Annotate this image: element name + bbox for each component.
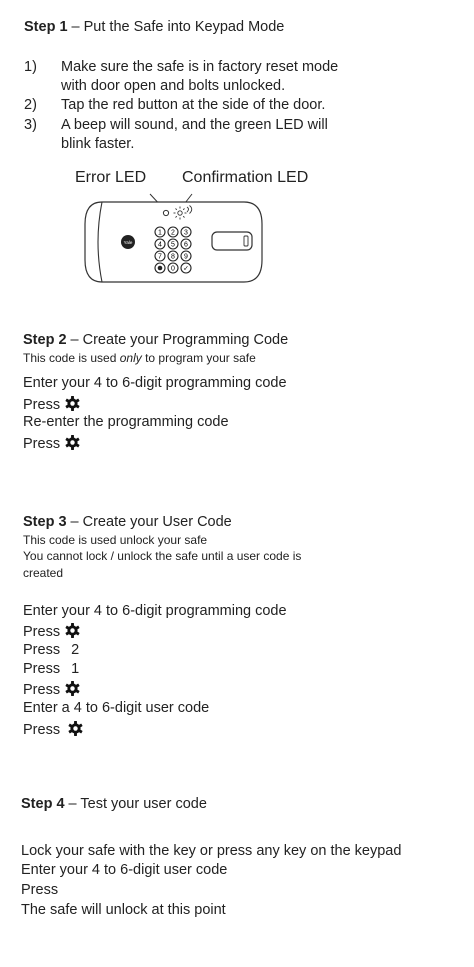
step3-press-value-2: 2: [71, 642, 80, 658]
svg-text:0: 0: [171, 265, 175, 273]
step3-note-1: This code is used unlock your safe: [23, 533, 208, 547]
step2-line-1: Enter your 4 to 6-digit programming code: [23, 375, 287, 391]
gear-icon: [64, 434, 81, 451]
step3-press-label-1: Press: [23, 624, 61, 640]
svg-text:2: 2: [171, 229, 175, 237]
step3-line-1: Enter your 4 to 6-digit programming code: [23, 603, 287, 619]
step2-press-label: Press: [23, 397, 61, 413]
step4-line-1: Lock your safe with the key or press any key on the keypad: [21, 843, 402, 859]
step2-press-label-2: Press: [23, 436, 61, 452]
step1-item-1-line-2: with door open and bolts unlocked.: [61, 78, 286, 94]
step1-heading: [24, 19, 284, 35]
key-3: [181, 227, 191, 237]
step2-heading: [23, 332, 288, 348]
step3-press-label-4: Press: [23, 682, 61, 698]
step1-label: Step 1: [24, 19, 68, 35]
svg-text:8: 8: [171, 253, 175, 261]
gear-icon: [67, 720, 84, 737]
step3-line-3: [23, 642, 79, 658]
gear-icon: [64, 395, 81, 412]
step1-item-3-line-2: blink faster.: [61, 136, 135, 152]
gear-icon: [64, 622, 81, 639]
step2-note-emphasis: only: [119, 351, 142, 365]
handle-slot: [244, 236, 248, 246]
svg-text:9: 9: [184, 253, 188, 261]
step1-item-2-line-1: Tap the red button at the side of the door.: [61, 97, 326, 113]
step3-note-2: You cannot lock / unlock the safe until a user code is: [23, 549, 302, 563]
safe-door-illustration: [80, 190, 270, 290]
key-0: [168, 263, 178, 273]
step1-item-3-line-1: A beep will sound, and the green LED will: [61, 117, 328, 133]
svg-text:3: 3: [184, 229, 188, 237]
svg-text:1: 1: [158, 229, 162, 237]
step2-line-2: [23, 395, 81, 413]
key-5: [168, 239, 178, 249]
svg-text:4: 4: [158, 241, 162, 249]
step2-note: [23, 351, 256, 365]
step4-line-3: Press: [21, 882, 59, 898]
key-1: [155, 227, 165, 237]
step4-line-4: The safe will unlock at this point: [21, 902, 226, 918]
step3-press-label-3: Press: [23, 661, 61, 677]
step4-line-2: Enter your 4 to 6-digit user code: [21, 862, 228, 878]
step1-item-3-num: 3): [24, 117, 37, 133]
step4-heading: [21, 796, 207, 812]
step3-press-label-5: Press: [23, 722, 61, 738]
key-confirm: [181, 263, 191, 273]
svg-text:✓: ✓: [183, 265, 189, 273]
step4-label: Step 4: [21, 796, 65, 812]
key-4: [155, 239, 165, 249]
key-8: [168, 251, 178, 261]
step3-line-6: Enter a 4 to 6-digit user code: [23, 700, 210, 716]
key-star: [155, 263, 165, 273]
step3-press-value-1: 1: [71, 661, 80, 677]
step3-press-label-2: Press: [23, 642, 61, 658]
error-led-label: Error LED: [75, 169, 147, 186]
confirmation-led-label: Confirmation LED: [182, 169, 309, 186]
step2-line-3: Re-enter the programming code: [23, 414, 229, 430]
step2-note-pre: This code is used: [23, 351, 120, 365]
step2-line-4: [23, 434, 81, 452]
svg-text:7: 7: [158, 253, 162, 261]
logo-text: Yale: [123, 240, 133, 245]
step3-line-7: [23, 720, 84, 738]
step3-line-4: [23, 661, 79, 677]
svg-text:6: 6: [184, 241, 188, 249]
key-2: [168, 227, 178, 237]
step1-item-1-num: 1): [24, 59, 37, 75]
key-9: [181, 251, 191, 261]
key-7: [155, 251, 165, 261]
step3-heading: [23, 514, 232, 530]
error-led: [163, 210, 168, 215]
step2-label: Step 2: [23, 332, 67, 348]
step1-title: – Put the Safe into Keypad Mode: [67, 19, 285, 35]
key-6: [181, 239, 191, 249]
step3-label: Step 3: [23, 514, 67, 530]
step3-title: – Create your User Code: [66, 514, 232, 530]
step3-line-2: [23, 622, 81, 640]
step1-item-2-num: 2): [24, 97, 37, 113]
step1-item-1-line-1: Make sure the safe is in factory reset mode: [61, 59, 339, 75]
gear-icon: [64, 680, 81, 697]
step4-title: – Test your user code: [64, 796, 207, 812]
step3-note-3: created: [23, 566, 64, 580]
step3-line-5: [23, 680, 81, 698]
step2-title: – Create your Programming Code: [66, 332, 289, 348]
step2-note-post: to program your safe: [141, 351, 256, 365]
svg-text:5: 5: [171, 241, 175, 249]
